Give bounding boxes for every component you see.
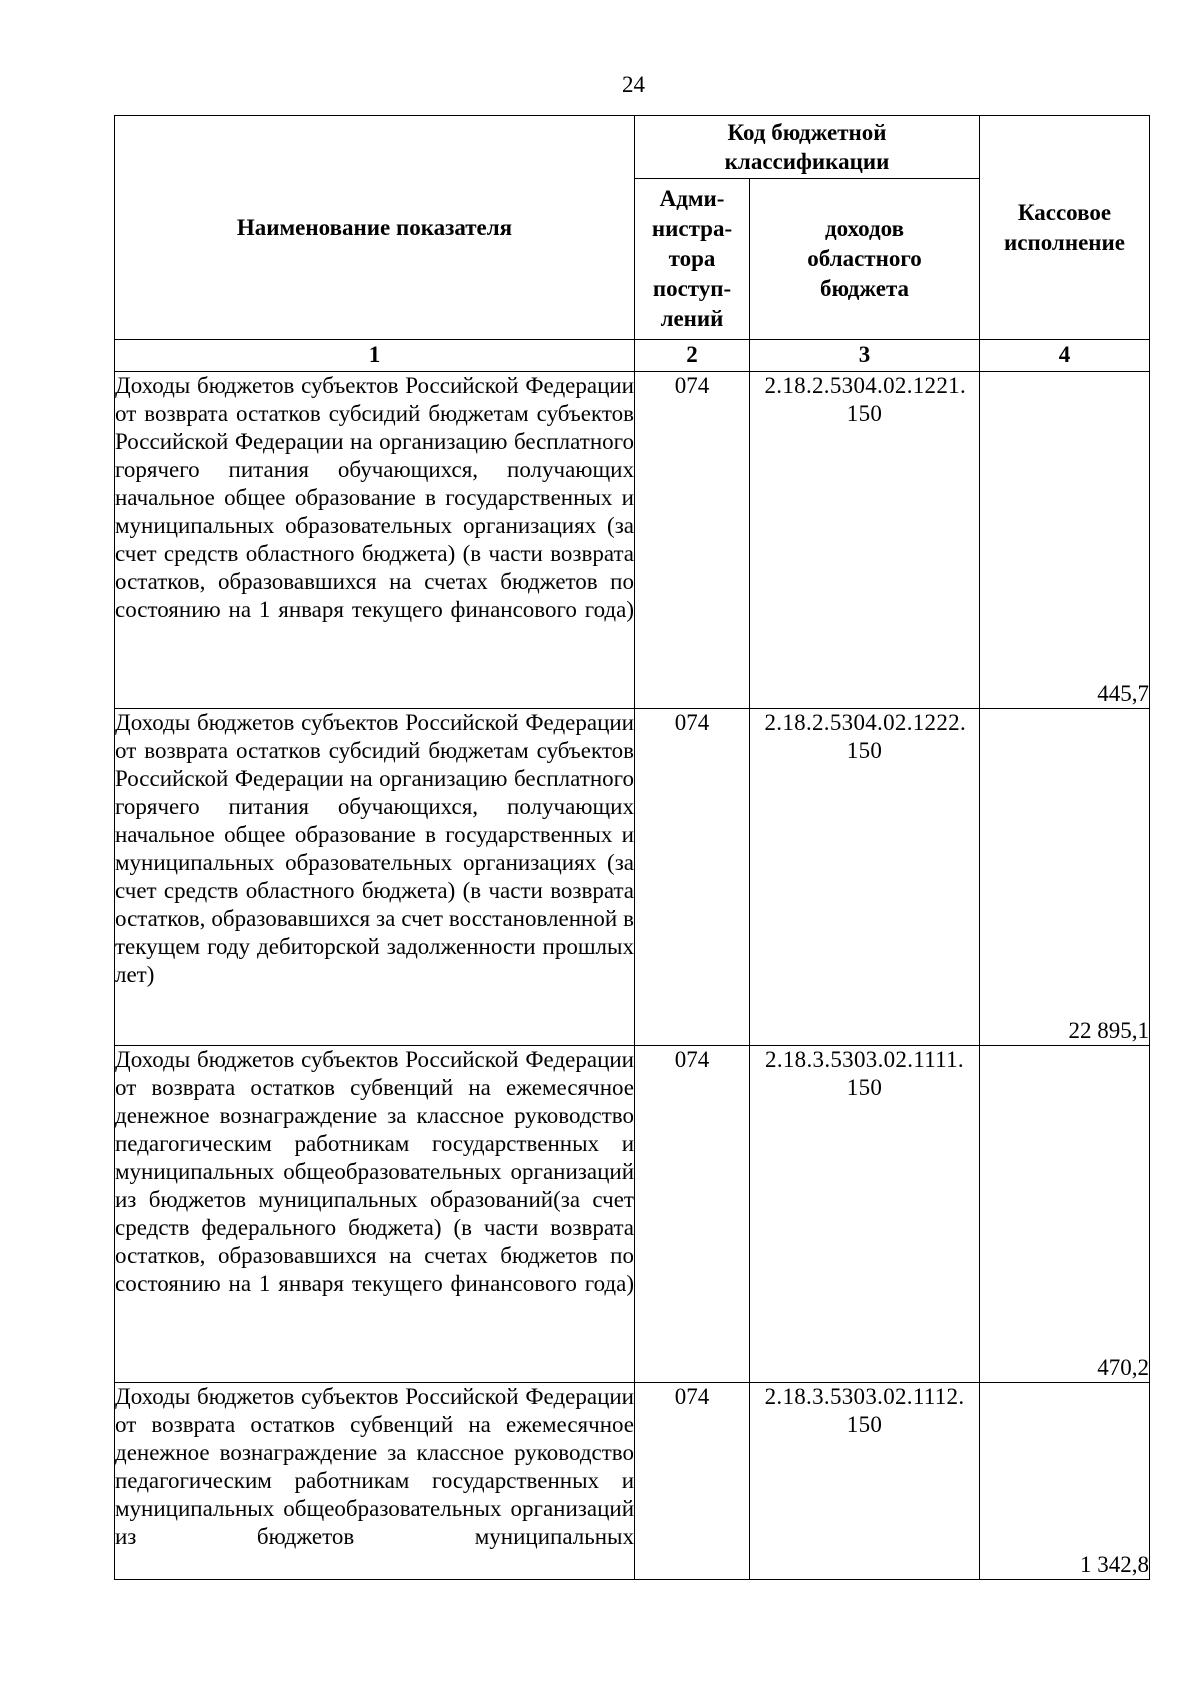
administrator-code-cell: 074: [635, 709, 750, 1046]
header-indicator-name: Наименование показателя: [115, 116, 635, 340]
execution-amount-cell: 22 895,1: [980, 709, 1150, 1046]
administrator-code-cell: 074: [635, 1046, 750, 1383]
table-row: [115, 1046, 1150, 1383]
column-number-3: 3: [750, 340, 980, 372]
administrator-code-cell: 074: [635, 1383, 750, 1580]
header-classification-code: Код бюджетной классификации: [635, 116, 980, 179]
budget-code-cell: 2.18.3.5303.02.1112. 150: [750, 1383, 980, 1580]
budget-code-cell: 2.18.2.5304.02.1222. 150: [750, 709, 980, 1046]
administrator-code-cell: 074: [635, 372, 750, 709]
execution-amount-cell: 445,7: [980, 372, 1150, 709]
page-number: 24: [622, 72, 645, 97]
table-row: [115, 372, 1150, 709]
table-row: [115, 1383, 1150, 1580]
indicator-name-cell: Доходы бюджетов субъектов Российской Федерации от возврата остатков субсидий бюджетам субъектов Российской Федерации на организацию бесплатного горячего питания обучающихся, получающих начальное общее образование в государственных и муниципальных образовательных организациях (за счет средств областного бюджета) (в части возврата остатков, образовавшихся на счетах бюджетов по состоянию на 1 января текущего финансового года): [115, 372, 635, 709]
column-number-4: 4: [980, 340, 1150, 372]
budget-code-cell: 2.18.3.5303.02.1111. 150: [750, 1046, 980, 1383]
indicator-name-cell: Доходы бюджетов субъектов Российской Федерации от возврата остатков субвенций на ежемесячное денежное вознаграждение за классное руководство педагогическим работникам государственных и муниципальных общеобразовательных организаций из бюджетов муниципальных: [115, 1383, 635, 1580]
header-revenue-administrator: Адми- нистра- тора поступ- лений: [635, 179, 750, 340]
budget-code-cell: 2.18.2.5304.02.1221. 150: [750, 372, 980, 709]
indicator-name-cell: Доходы бюджетов субъектов Российской Федерации от возврата остатков субсидий бюджетам субъектов Российской Федерации на организацию бесплатного горячего питания обучающихся, получающих начальное общее образование в государственных и муниципальных образовательных организациях (за счет средств областного бюджета) (в части возврата остатков, образовавшихся за счет восстановленной в текущем году дебиторской задолженности прошлых лет): [115, 709, 635, 1046]
header-regional-budget-revenue: доходов областного бюджета: [750, 179, 980, 340]
header-cash-execution: Кассовое исполнение: [980, 116, 1150, 340]
indicator-name-cell: Доходы бюджетов субъектов Российской Федерации от возврата остатков субвенций на ежемесячное денежное вознаграждение за классное руководство педагогическим работникам государственных и муниципальных общеобразовательных организаций из бюджетов муниципальных образований(за счет средств федерального бюджета) (в части возврата остатков, образовавшихся на счетах бюджетов по состоянию на 1 января текущего финансового года): [115, 1046, 635, 1383]
column-number-2: 2: [635, 340, 750, 372]
execution-amount-cell: 470,2: [980, 1046, 1150, 1383]
column-number-1: 1: [115, 340, 635, 372]
budget-table: [114, 115, 1150, 1580]
table-row: [115, 709, 1150, 1046]
execution-amount-cell: 1 342,8: [980, 1383, 1150, 1580]
